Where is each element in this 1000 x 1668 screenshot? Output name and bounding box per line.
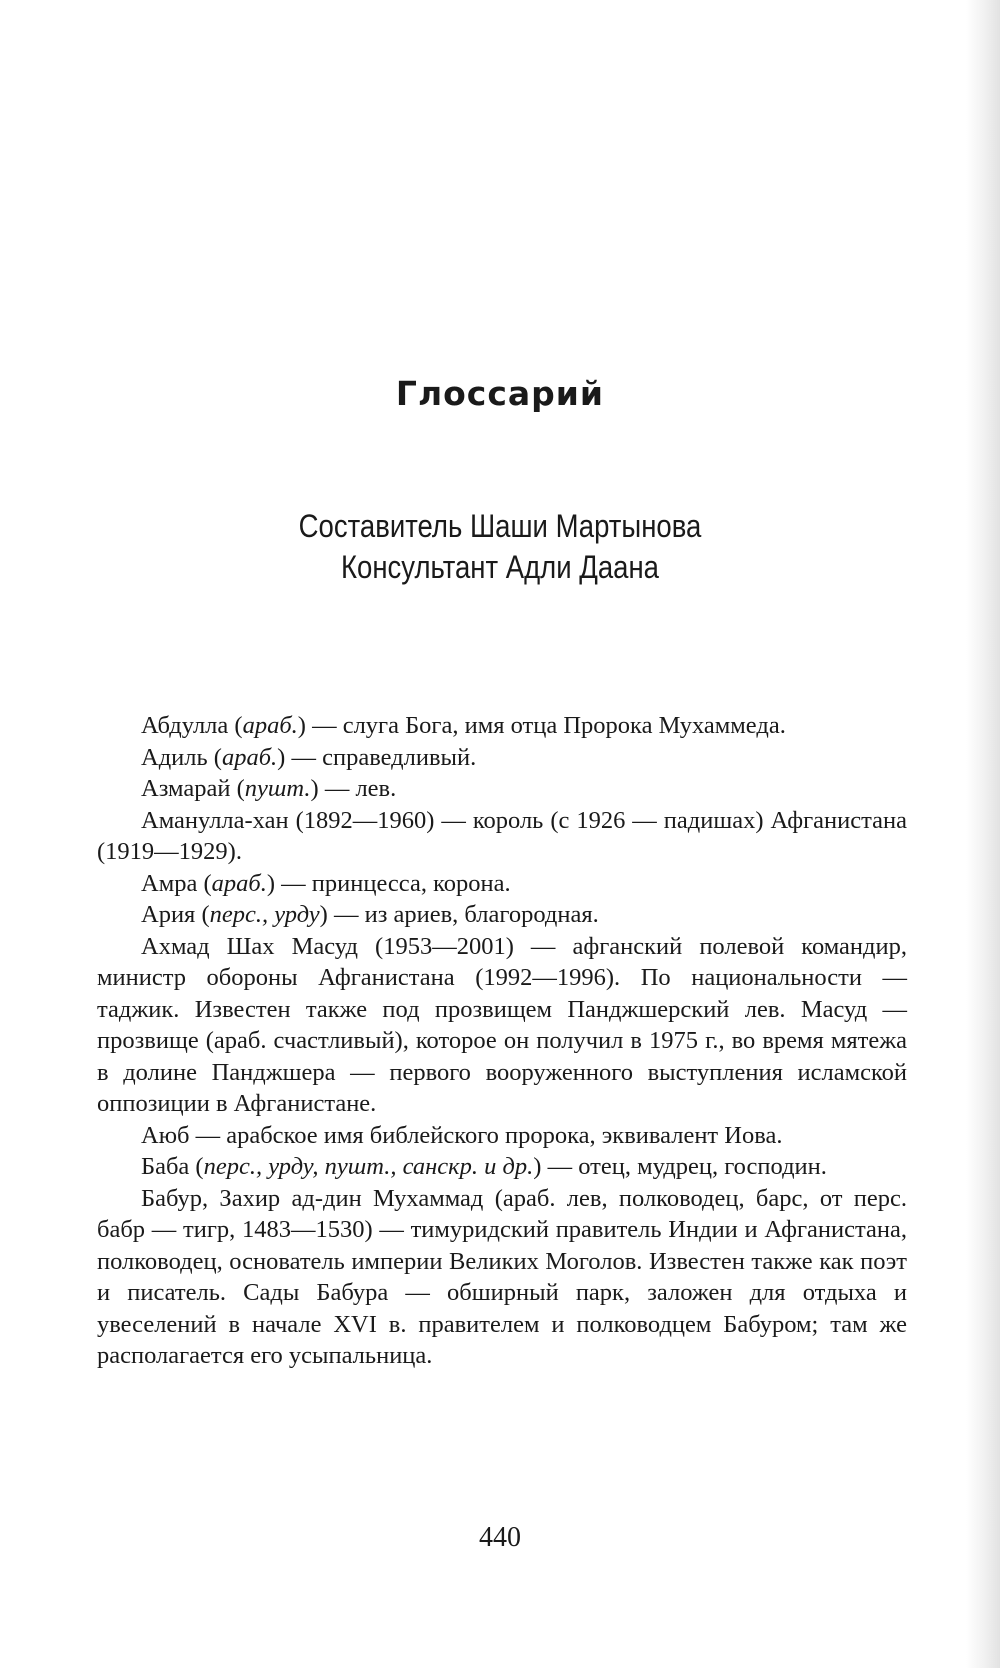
glossary-entry [97, 805, 907, 868]
entry-abbr: перс., урду [209, 901, 320, 928]
credits [70, 506, 930, 588]
glossary-entry: Баба (перс., урду, пушт., санскр. и др.) — отец, мудрец, господин. [141, 1153, 827, 1180]
consultant-line: Консультант Адли Даана [341, 549, 659, 585]
entry-term: Аманулла-хан [141, 806, 289, 834]
entry-term: Аюб [141, 1121, 190, 1149]
glossary-entry: Адиль (араб.) — справедливый. [141, 743, 477, 771]
glossary-entry [97, 1120, 907, 1152]
entry-definition: — принцесса, корона. [281, 869, 511, 897]
entry-term: Ария [141, 901, 196, 928]
entry-term: Амра [141, 869, 198, 897]
compiler-line: Составитель Шаши Мартынова [298, 508, 702, 544]
entry-abbr: араб. [242, 712, 298, 739]
entry-abbr: пушт. [244, 775, 311, 802]
glossary-entries [97, 710, 907, 1372]
entry-term: Азмарай [141, 775, 231, 802]
entry-definition: (араб. лев, полководец, барс, от перс. бабр — тигр, 1483—1530) — тимуридский правитель Индии и Афганистана, полководец, основатель империи Великих Моголов. Известен также как поэт и писатель. Сады Бабура — обширный парк, заложен для отдыха и увеселений в начале XVI в. правителем и полководцем Бабуром; там же располагается его усыпальница. [97, 1184, 908, 1369]
entry-abbr: араб. [211, 869, 267, 897]
glossary-entry: Амра (араб.) — принцесса, корона. [141, 869, 511, 897]
entry-definition: — отец, мудрец, господин. [547, 1153, 827, 1180]
entry-term: Баба [141, 1153, 190, 1180]
entry-definition: — из ариев, благородная. [333, 901, 599, 928]
entry-definition: — лев. [324, 775, 397, 802]
entry-term: Бабур, Захир ад-дин Мухаммад [141, 1184, 484, 1212]
glossary-entry: Азмарай (пушт.) — лев. [141, 775, 397, 802]
entry-term: Абдулла [141, 712, 229, 739]
page-edge-shadow [966, 0, 1000, 1668]
entry-definition: (1892—1960) — король (с 1926 — падишах) Афганистана (1919—1929). [97, 806, 907, 865]
entry-abbr: перс., урду, пушт., санскр. и др. [203, 1153, 534, 1180]
glossary-entry: Абдулла (араб.) — слуга Бога, имя отца Пророка Мухаммеда. [141, 712, 786, 739]
entry-definition: — слуга Бога, имя отца Пророка Мухаммеда. [312, 712, 786, 739]
glossary-entry: Ария (перс., урду) — из ариев, благородная. [141, 901, 599, 928]
entry-definition: — справедливый. [291, 743, 477, 771]
glossary-entry [97, 931, 907, 1120]
page-title: Глоссарий [395, 374, 605, 413]
entry-definition: (1953—2001) — афганский полевой командир, министр обороны Афганистана (1992—1996). По национальности — таджик. Известен также под прозвищем Панджшерский лев. Масуд — прозвище (араб. счастливый), которое он получил в 1975 г., во время мятежа в долине Панджшера — первого вооруженного выступления исламской оппозиции в Афганистане. [97, 932, 907, 1117]
entry-definition: — арабское имя библейского пророка, эквивалент Иова. [195, 1121, 783, 1149]
entry-term: Ахмад Шах Масуд [141, 932, 358, 960]
entry-term: Адиль [141, 743, 208, 771]
page-number: 440 [479, 1522, 521, 1553]
glossary-entry [97, 1183, 907, 1372]
entry-abbr: араб. [221, 743, 278, 771]
